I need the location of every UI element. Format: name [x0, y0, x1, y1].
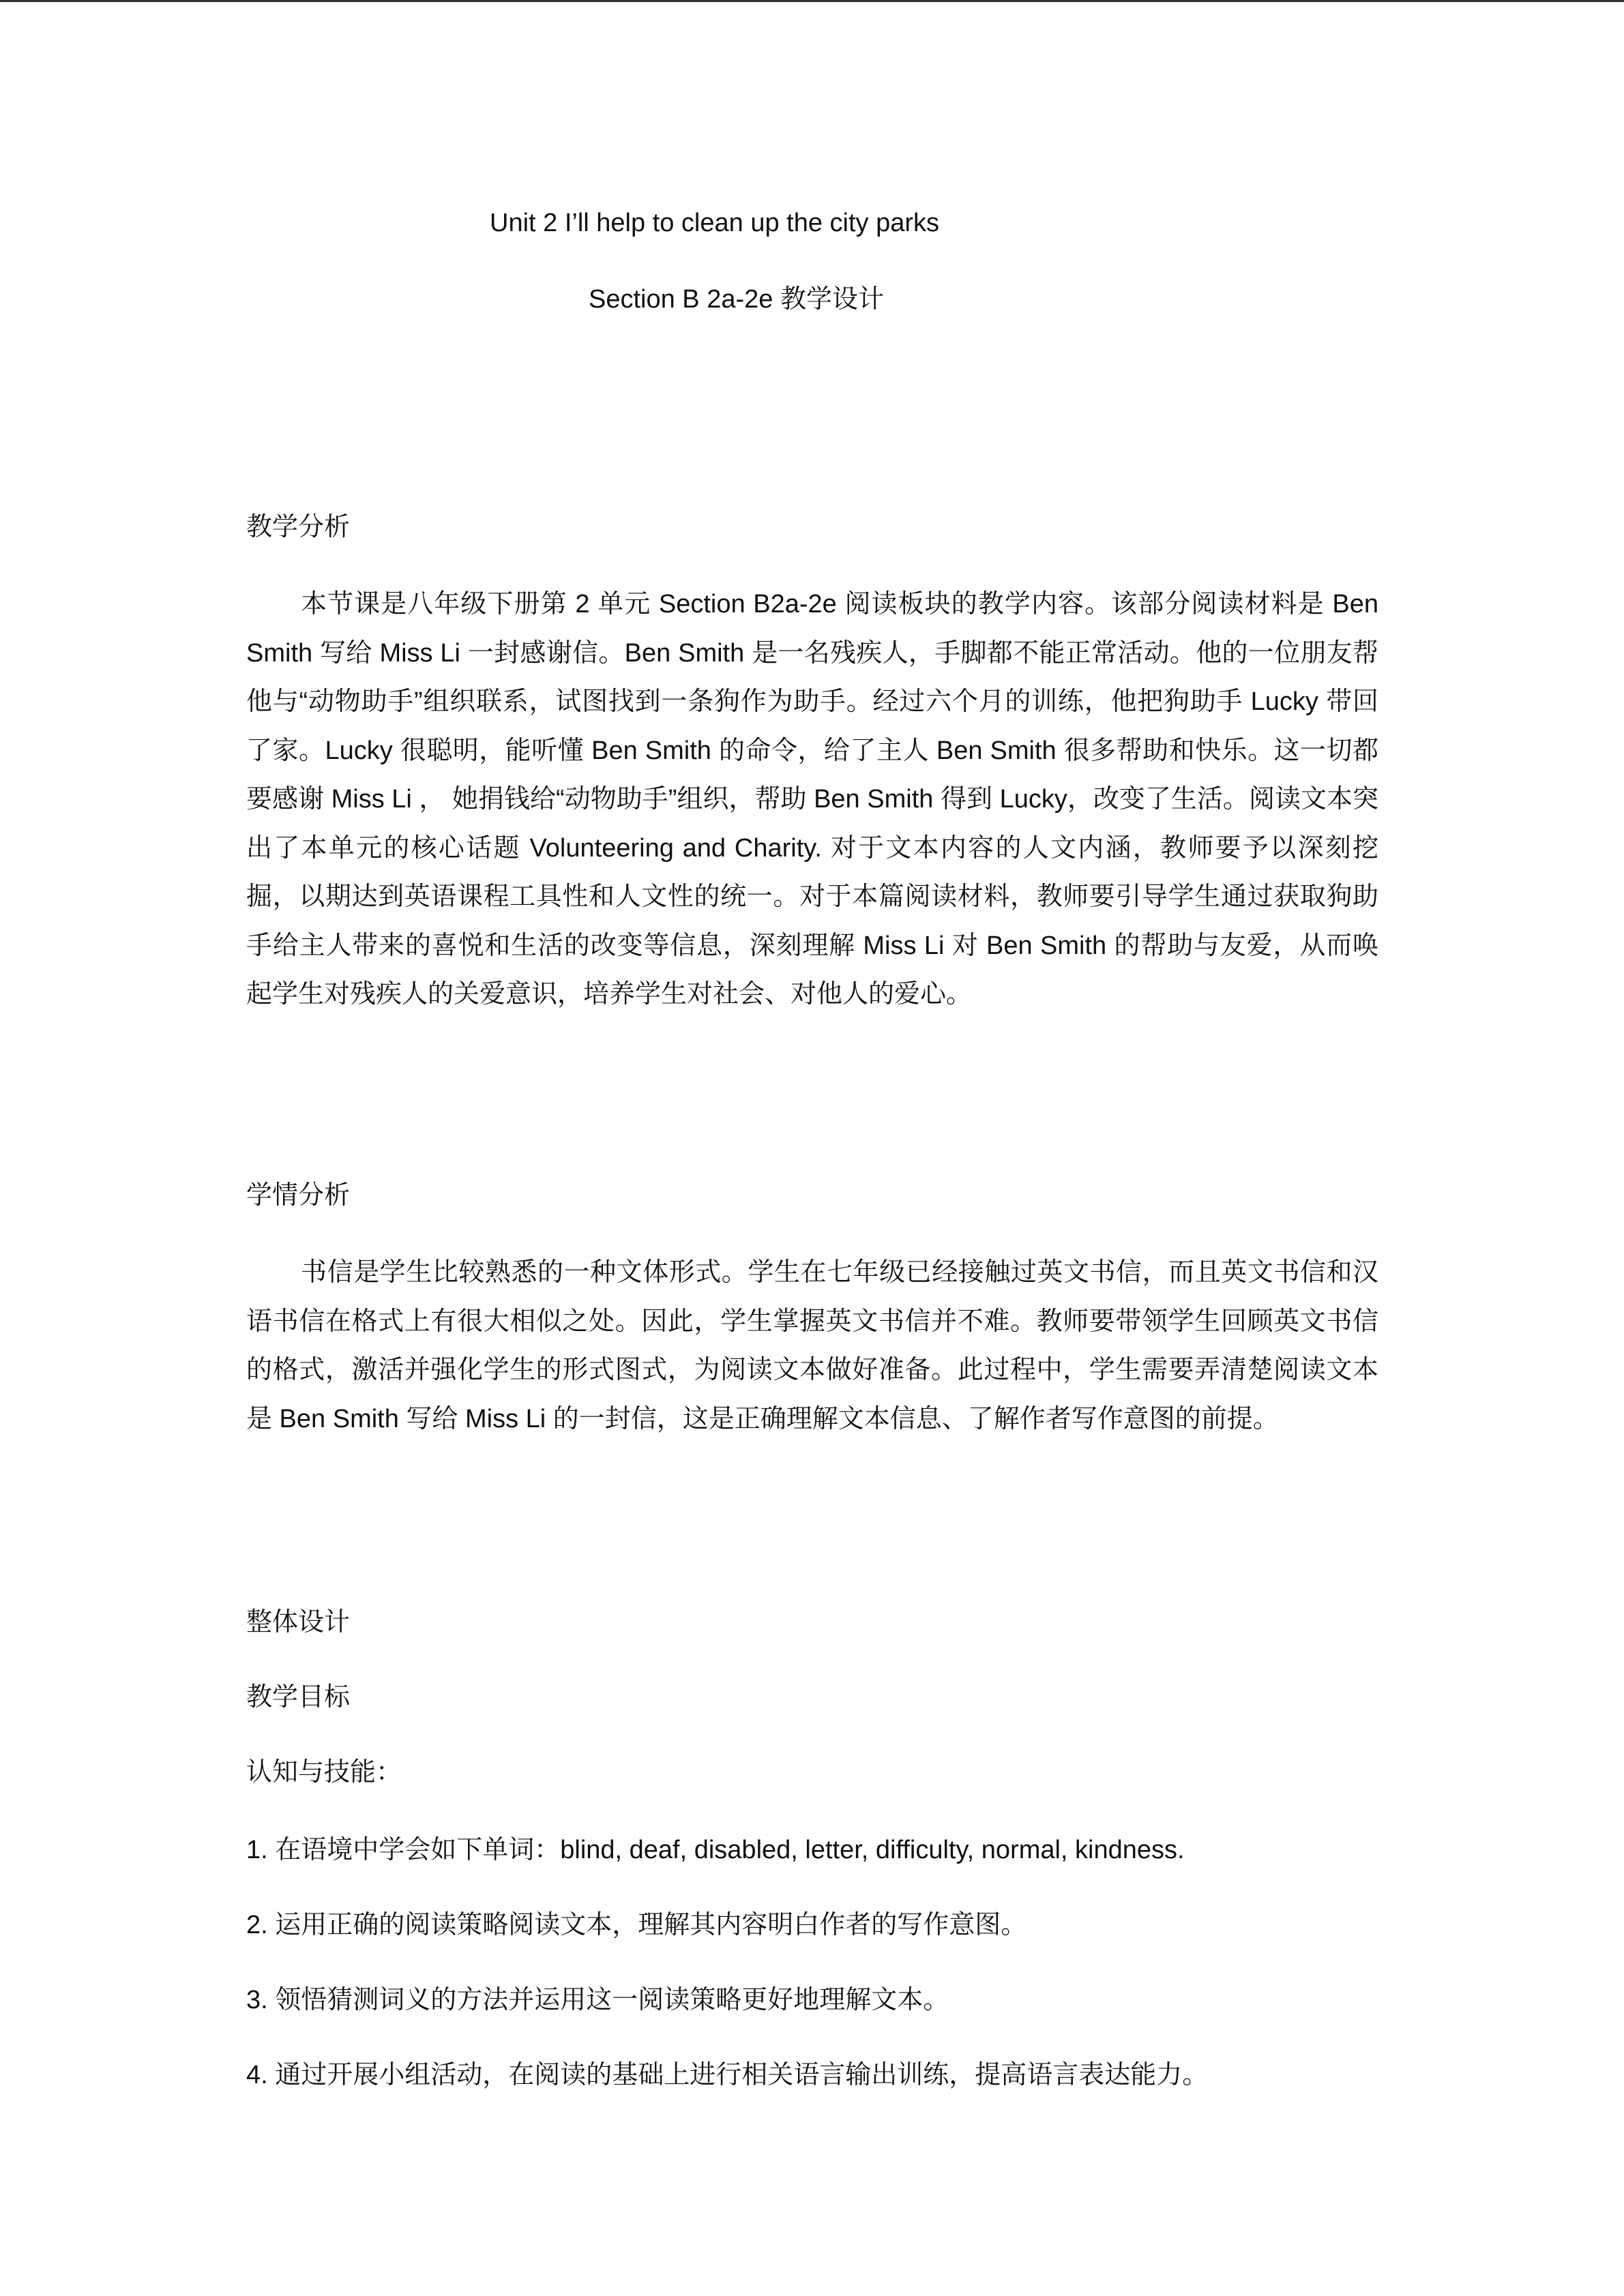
category-cognition-skills: 认知与技能： [246, 1758, 402, 1787]
section-heading-overall-design: 整体设计 [246, 1608, 351, 1637]
document-title: Unit 2 I’ll help to clean up the city parks [490, 209, 940, 237]
section-heading-teaching-analysis: 教学分析 [246, 513, 351, 541]
objective-item: 1. 在语境中学会如下单词：blind, deaf, disabled, letter, difficulty, normal, kindness. [246, 1836, 1185, 1864]
subheading-teaching-objectives: 教学目标 [246, 1683, 351, 1712]
objective-item: 2. 运用正确的阅读策略阅读文本，理解其内容明白作者的写作意图。 [246, 1911, 1027, 1939]
teaching-analysis-paragraph: 本节课是八年级下册第 2 单元 Section B2a-2e 阅读板块的教学内容。该部分阅读材料是 Ben Smith 写给 Miss Li 一封感谢信。Ben Smith 是一名残疾人，手脚都不能正常活动。他的一位朋友帮他与“动物助手”组织联系，试图找到一条狗作为助手。经过六个月的训练，他把狗助手 Lucky 带回了家。Lucky 很聪明，能听懂 Ben Smith 的命令，给了主人 Ben Smith 很多帮助和快乐。这一切都要感谢 Miss Li ， 她捐钱给“动物助手”组织，帮助 Ben Smith 得到 Lucky，改变了生活。阅读文本突出了本单元的核心话题 Volunteering and Charity. 对于文本内容的人文内涵，教师要予以深刻挖掘，以期达到英语课程工具性和人文性的统一。对于本篇阅读材料，教师要引导学生通过获取狗助手给主人带来的喜悦和生活的改变等信息，深刻理解 Miss Li 对 Ben Smith 的帮助与友爱，从而唤起学生对残疾人的关爱意识，培养学生对社会、对他人的爱心。 [246, 590, 1378, 1009]
section-heading-student-analysis: 学情分析 [246, 1181, 351, 1210]
document-subtitle: Section B 2a-2e 教学设计 [589, 285, 884, 314]
student-analysis-paragraph: 书信是学生比较熟悉的一种文体形式。学生在七年级已经接触过英文书信，而且英文书信和汉语书信在格式上有很大相似之处。因此，学生掌握英文书信并不难。教师要带领学生回顾英文书信的格式，激活并强化学生的形式图式，为阅读文本做好准备。此过程中，学生需要弄清楚阅读文本是 Ben Smith 写给 Miss Li 的一封信，这是正确理解文本信息、了解作者写作意图的前提。 [246, 1258, 1378, 1433]
objective-item: 3. 领悟猜测词义的方法并运用这一阅读策略更好地理解文本。 [246, 1986, 949, 2014]
objective-item: 4. 通过开展小组活动，在阅读的基础上进行相关语言输出训练，提高语言表达能力。 [246, 2061, 1209, 2089]
